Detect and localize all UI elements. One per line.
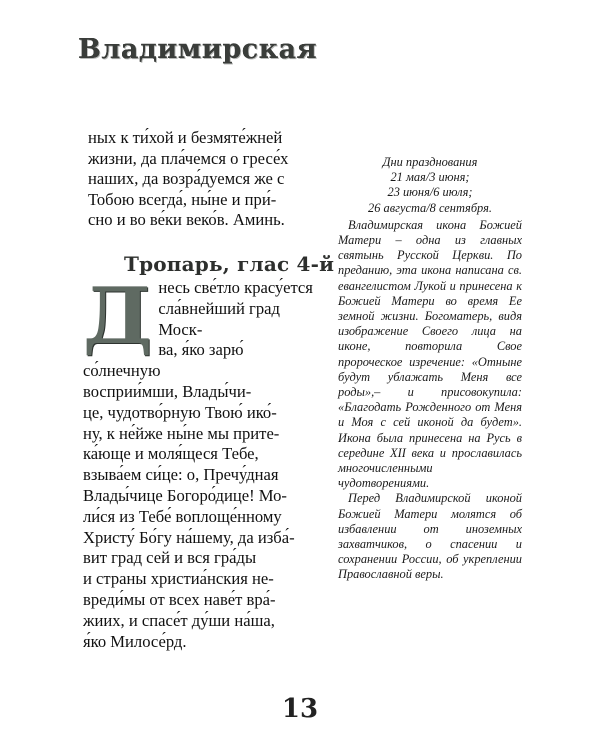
troparion-line: я́ко Милосе́рд. (83, 631, 187, 651)
page-heading: Владимирская (78, 34, 318, 65)
troparion-line: ка́юще и моля́щеся Тебе, (83, 444, 259, 464)
troparion-line: ва, я́ко зарю́ со́лнечную (83, 340, 244, 381)
troparion-title: Тропарь, глас 4-й (124, 252, 335, 276)
prayer-line: сно и во ве́ки веко́в. Аминь. (88, 210, 285, 230)
troparion-line: сла́внейший град Моск- (158, 298, 280, 339)
troparion-line: несь све́тло красу́ется (158, 278, 313, 297)
feast-label: Дни празднования (382, 155, 478, 169)
troparion-line: восприи́мши, Влады́чи- (83, 381, 252, 401)
prayer-line: ных к ти́хой и безмяте́жней (88, 128, 283, 147)
drop-cap: Д (83, 271, 153, 362)
troparion-line: жиих, и спасе́т ду́ши на́ша, (83, 610, 275, 630)
prayer-ending (88, 128, 320, 231)
feast-date: 23 июня/6 июля; (387, 185, 473, 200)
prayer-intent-paragraph: Перед Владимирской иконой Божией Матери молятся об избавлении от иноземных захватчиков, о спасении и сохранении России, об укреплении Православной веры. (338, 491, 522, 582)
feast-date: 26 августа/8 сентября. (368, 200, 492, 215)
prayer-line: жизни, да пла́чемся о гресе́х (88, 148, 289, 168)
troparion-line: вреди́мы от всех наве́т вра́- (83, 589, 276, 609)
troparion-line: вит град сей и вся гра́ды (83, 548, 257, 568)
prayer-line: наших, да возра́дуемся же с (88, 169, 285, 189)
troparion-line: це, чудотво́рную Твою́ ико́- (83, 402, 277, 422)
troparion-line: Влады́чице Богоро́дице! Мо- (83, 485, 287, 505)
troparion-line: ну, к не́йже ны́не мы прите- (83, 423, 280, 443)
troparion-line: ли́ся из Тебе́ воплоще́нному (83, 506, 282, 526)
feast-date: 21 мая/3 июня; (390, 170, 470, 185)
troparion-line: Христу́ Бо́гу на́шему, да изба́- (83, 527, 295, 547)
page-number: 13 (281, 694, 319, 724)
troparion-line: взыва́ем си́це: о, Пречу́дная (83, 465, 279, 485)
troparion-text (83, 271, 320, 652)
feast-days (338, 155, 522, 216)
icon-history-paragraph: Владимирская икона Божией Матери – одна из главных святынь Русской Церкви. По преданию, эта икона написана св. евангелистом Лукой и принесена к Божией Матери во время Ее земной жизни. Богоматерь, видя изображение Своего лица на иконе, повторила Свое пророческое изречение: «Отныне будут ублажать Меня все роды»,– и присовокупила: «Благодать Рожденного от Меня и Моя с сей иконой да будет». Икона была принесена на Русь в середине XII века и прославилась многочисленными чудотворениями. (338, 217, 522, 491)
sidebar-note (338, 155, 522, 583)
troparion-line: и страны христиа́нския не- (83, 569, 274, 589)
prayer-line: Тобою всегда́, ны́не и при́- (88, 189, 277, 209)
